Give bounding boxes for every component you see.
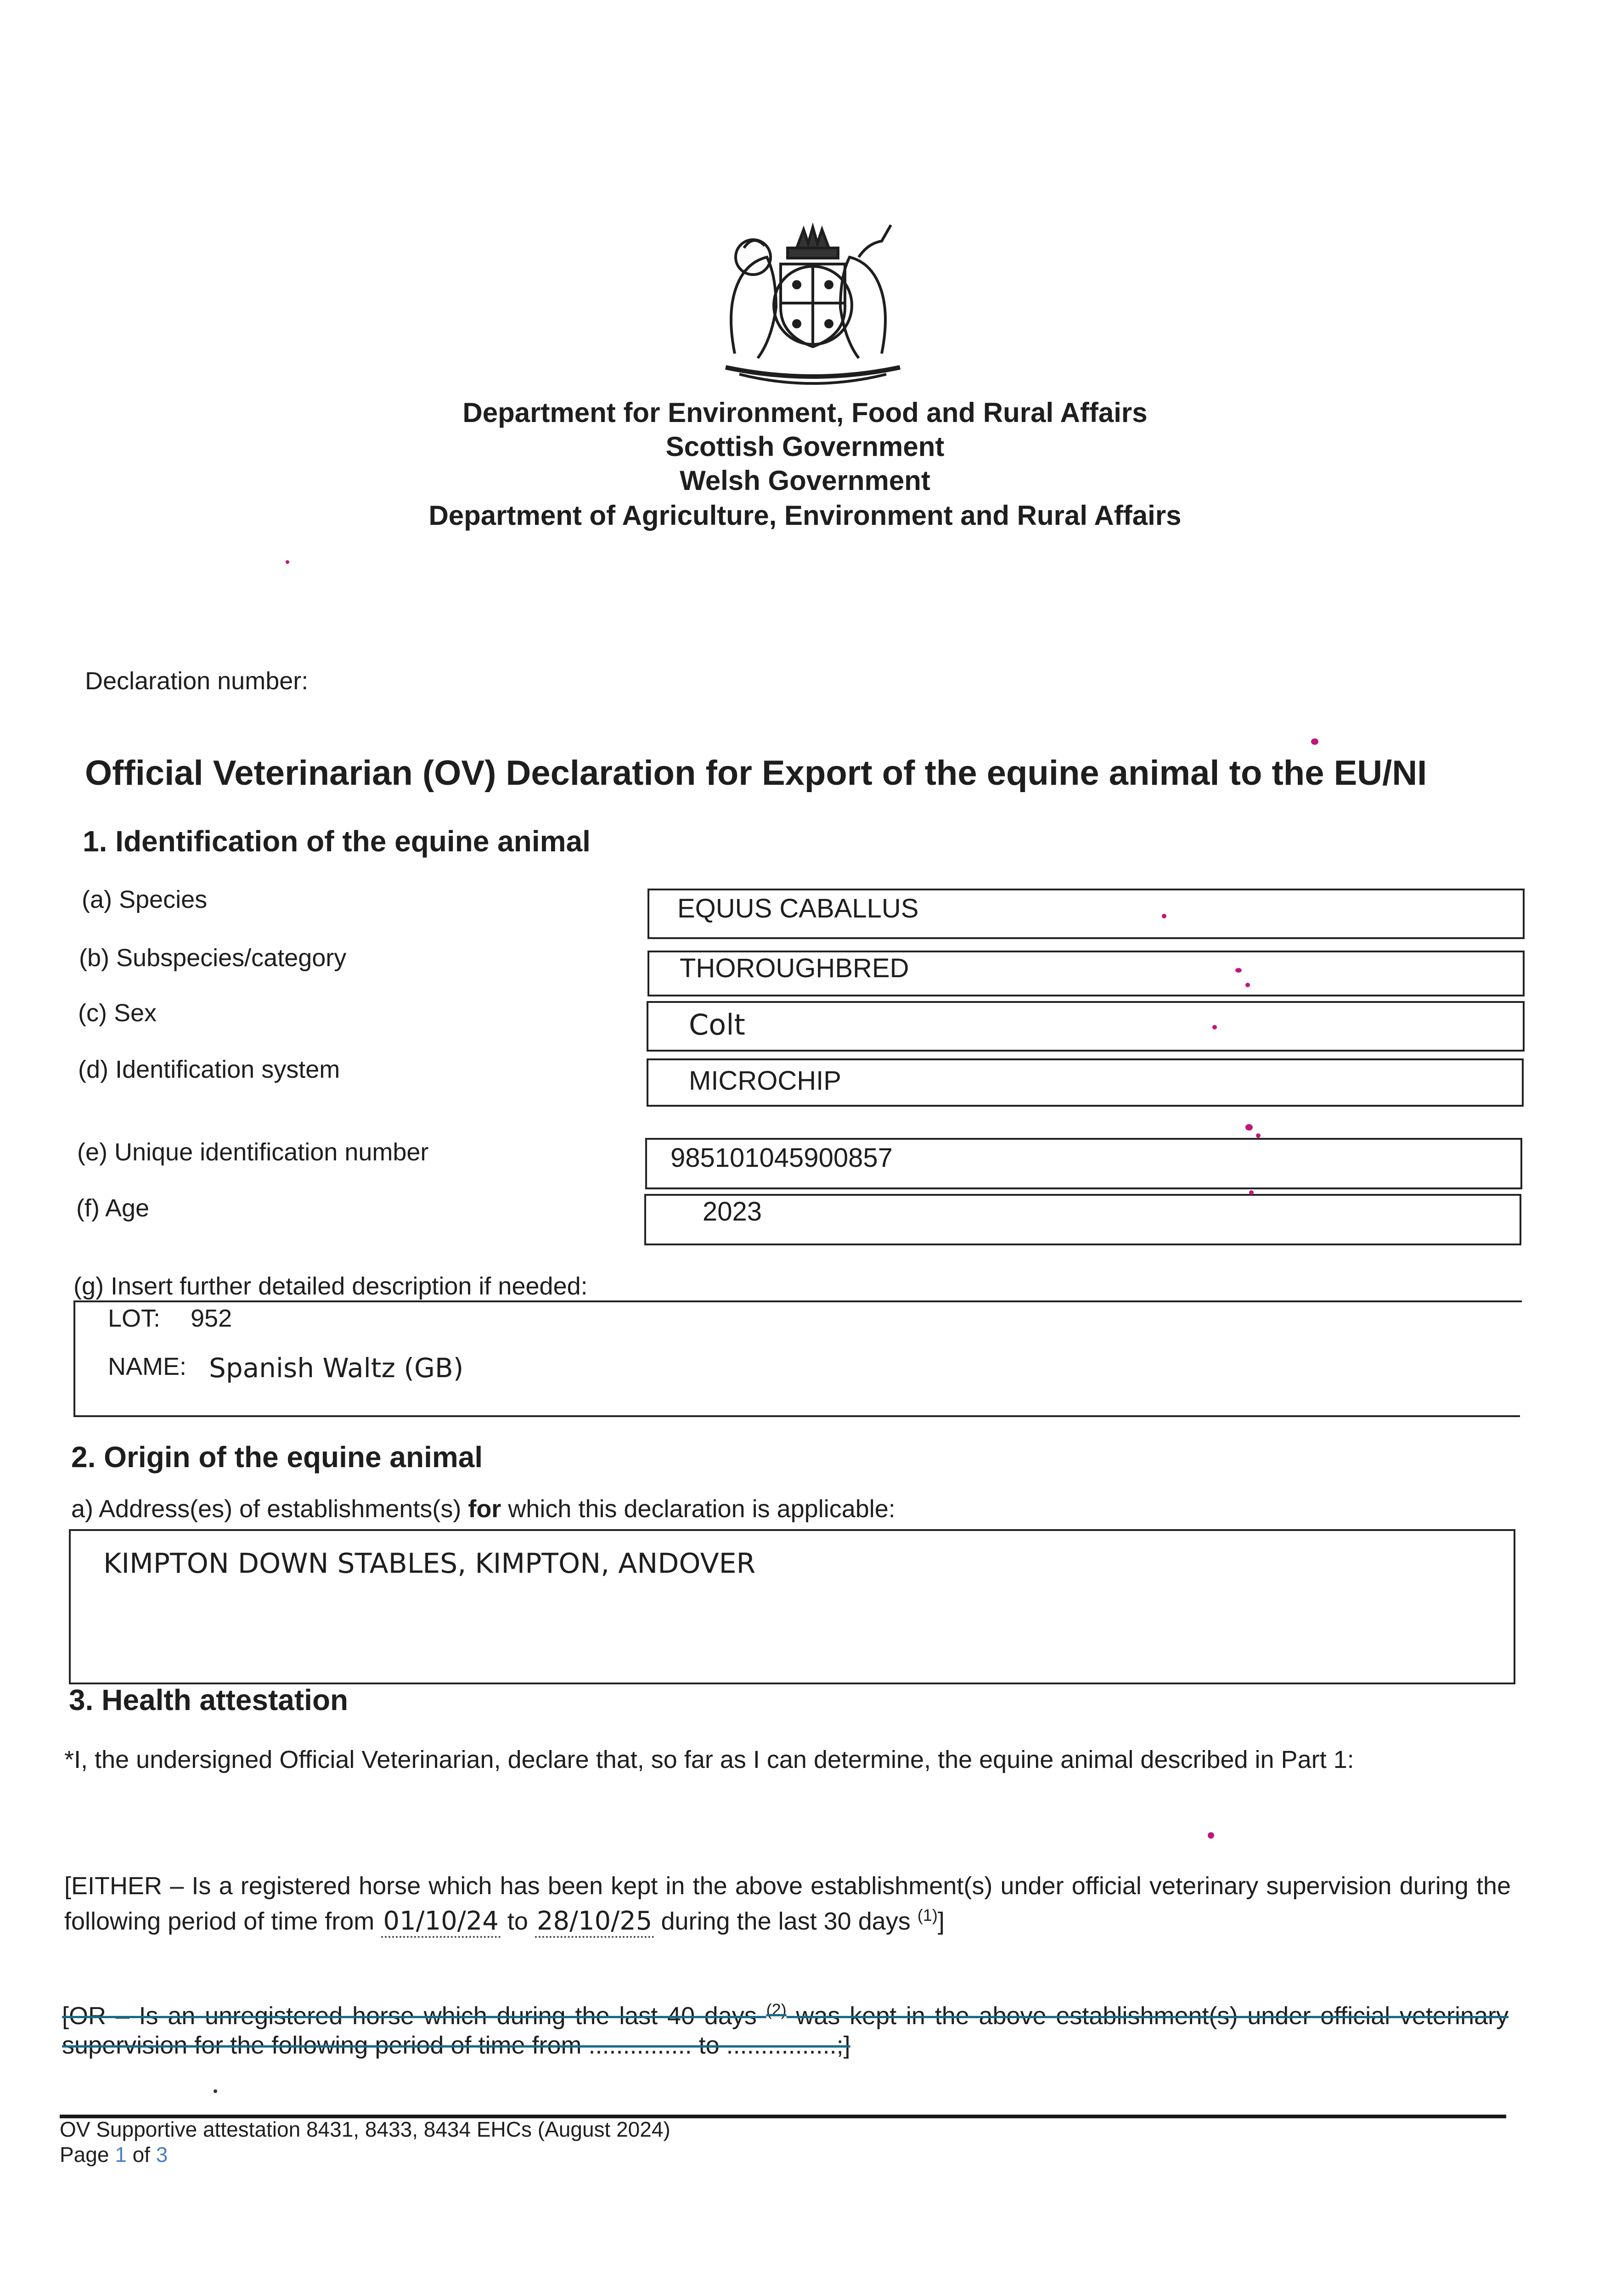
either-close: ] [937, 1908, 945, 1935]
age-value: 2023 [703, 1197, 762, 1227]
sex-field [647, 1001, 1525, 1052]
department-name-daera: Department of Agriculture, Environment and Rural Affairs [428, 500, 1182, 531]
address-value: KIMPTON DOWN STABLES, KIMPTON, ANDOVER [103, 1548, 756, 1580]
department-name-welsh-government: Welsh Government [680, 465, 930, 496]
name-value: Spanish Waltz (GB) [209, 1352, 464, 1384]
section-1-heading: 1. Identification of the equine animal [83, 825, 591, 858]
ink-speck [286, 560, 289, 564]
ink-speck [1256, 1133, 1261, 1138]
ink-speck [1212, 1025, 1217, 1030]
royal-coat-of-arms-logo [707, 216, 909, 386]
page-of: of [132, 2143, 150, 2167]
age-field [644, 1194, 1521, 1245]
address-label-pre: a) Address(es) of establishments(s) [71, 1495, 462, 1523]
sex-value: Colt [689, 1008, 745, 1041]
department-name-scottish-government: Scottish Government [665, 431, 945, 462]
either-clause [64, 1871, 1511, 1936]
ink-speck [1162, 914, 1166, 918]
species-label: (a) Species [82, 886, 208, 913]
section-2-heading: 2. Origin of the equine animal [71, 1441, 483, 1474]
footer-page-number [60, 2142, 168, 2167]
sex-label: (c) Sex [78, 999, 157, 1027]
page-prefix: Page [60, 2143, 109, 2167]
identification-system-label: (d) Identification system [78, 1056, 340, 1083]
address-label-post: which this declaration is applicable: [508, 1495, 895, 1523]
ink-speck [1311, 738, 1318, 745]
ink-speck [1245, 1124, 1253, 1131]
page-total: 3 [156, 2143, 168, 2167]
species-value: EQUUS CABALLUS [677, 894, 919, 923]
unique-id-value: 985101045900857 [670, 1143, 893, 1173]
ink-speck [1245, 983, 1250, 987]
health-attestation-intro: *I, the undersigned Official Veterinarian, declare that, so far as I can determine, the equine animal described in Part 1: [64, 1746, 1354, 1773]
either-to-word: to [507, 1908, 528, 1935]
footer-attestation: OV Supportive attestation 8431, 8433, 8434 EHCs (August 2024) [60, 2117, 670, 2141]
page-title: Official Veterinarian (OV) Declaration for Export of the equine animal to the EU/NI [85, 754, 1427, 793]
section-3-heading: 3. Health attestation [69, 1683, 349, 1716]
age-label: (f) Age [76, 1194, 150, 1222]
address-label-bold: for [468, 1495, 501, 1523]
lot-value: 952 [191, 1305, 232, 1332]
ink-speck [1208, 1832, 1214, 1839]
or-text-2: was kept in the above establishment(s) under official veterinary supervision for the following period of time from ............... to ................;] [62, 2002, 1509, 2059]
lot-label: LOT: [108, 1305, 161, 1332]
either-text-1: [EITHER – Is a registered horse which has been kept in the above establishment(s) under official veterinary supervision during the following period of time from [64, 1872, 1511, 1935]
identification-system-value: MICROCHIP [689, 1066, 841, 1096]
ink-speck [1235, 968, 1242, 973]
either-text-2: during the last 30 days [661, 1908, 911, 1935]
declaration-number-label: Declaration number: [85, 667, 309, 695]
or-footnote: (2) [766, 2000, 787, 2019]
name-label: NAME: [108, 1353, 187, 1380]
department-name-defra: Department for Environment, Food and Rural Affairs [462, 397, 1148, 428]
subspecies-value: THOROUGHBRED [680, 953, 909, 983]
description-label: (g) Insert further detailed description if needed: [73, 1272, 588, 1300]
subspecies-label: (b) Subspecies/category [79, 944, 347, 972]
or-clause-struck [62, 1995, 1509, 2060]
page-current: 1 [115, 2143, 127, 2167]
or-text-1: [OR – Is an unregistered horse which during the last 40 days [62, 2002, 757, 2030]
address-label [71, 1495, 895, 1523]
either-footnote: (1) [917, 1906, 938, 1925]
unique-id-label: (e) Unique identification number [77, 1138, 429, 1166]
either-from-date: 01/10/24 [381, 1906, 501, 1938]
description-box-bottom [73, 1415, 1520, 1417]
either-to-date: 28/10/25 [535, 1906, 654, 1938]
ink-speck [214, 2089, 217, 2093]
ink-speck [1249, 1190, 1254, 1195]
